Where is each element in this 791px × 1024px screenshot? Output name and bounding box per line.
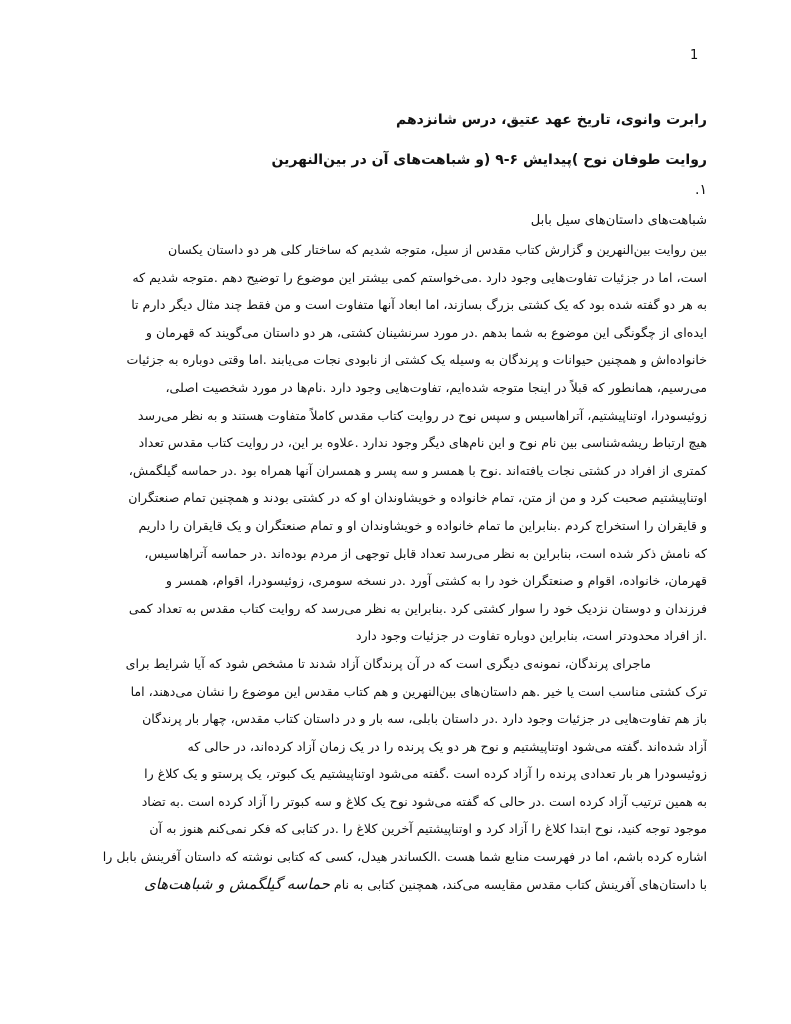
document-body [95, 236, 707, 898]
section-heading: شباهت‌های داستان‌های سیل بابل [530, 213, 707, 228]
text-line: زوئیسودرا هر بار تعدادی پرنده را آزاد کرده است .گفته می‌شود اوتناپیشتیم یک کبوتر، یک پرستو و یک کلاغ را [144, 766, 707, 782]
text-line: قهرمان، خانواده، اقوام و صنعتگران خود را به کشتی آورد .در نسخه سومری، زوئیسودرا، اقوام، همسر و [165, 573, 707, 589]
text-line: ترک کشتی مناسب است یا خیر .هم داستان‌های بین‌النهرین و هم کتاب مقدس این موضوع را نشان می‌دهند، اما [130, 683, 707, 699]
text-line: خانواده‌اش و همچنین حیوانات و پرندگان به وسیله یک کشتی از نابودی نجات می‌یابند .اما وقتی دوباره به جزئیات [126, 352, 707, 368]
text-line: بین روایت بین‌النهرین و گزارش کتاب مقدس از سیل، متوجه شدیم که ساختار کلی هر دو داستان یکسان [167, 242, 707, 257]
text-line: کمتری از افراد در کشتی نجات یافته‌اند .نوح با همسر و سه پسر و همسران آنها همراه بود .در حماسه گیلگمش، [128, 462, 707, 478]
lecture-title: روایت طوفان نوح )پیدایش ۶-۹ (و شباهت‌های آن در بین‌النهرین [271, 152, 707, 168]
text-line: است، اما در جزئیات تفاوت‌هایی وجود دارد .می‌خواستم کمی بیشتر این موضوع را توضیح دهم .متوجه شدیم که [132, 269, 707, 285]
page-number: 1 [690, 48, 699, 63]
section-number: ۱. [695, 182, 707, 198]
text-line: هیچ ارتباط ریشه‌شناسی بین نام نوح و این نام‌های دیگر وجود ندارد .علاوه بر این، در روایت کتاب مقدس تعداد [138, 435, 707, 451]
text-line: موجود توجه کنید، نوح ابتدا کلاغ را آزاد کرد و اوتناپیشتیم آخرین کلاغ را .در کتابی که فکر نمی‌کنم هنوز به آن [149, 821, 707, 837]
text-line: اشاره کرده باشم، اما در فهرست منابع شما هست .الکساندر هیدل، کسی که کتابی نوشته که داستان آفرینش بابل را [102, 849, 707, 865]
text-line: ایده‌ای از چگونگی این موضوع به شما بدهم .در مورد سرنشینان کشتی، هر دو داستان می‌گویند که قهرمان و [145, 324, 707, 340]
course-title: رابرت وانوی، تاریخ عهد عتیق، درس شانزدهم [396, 112, 707, 128]
text-line: ماجرای پرندگان، نمونه‌ی دیگری است که در آن پرندگان آزاد شدند تا مشخص شود که آیا شرایط برای [125, 655, 651, 671]
text-line: فرزندان و دوستان نزدیک خود را سوار کشتی کرد .بنابراین به نظر می‌رسد که روایت کتاب مقدس به تعداد کمی [128, 600, 707, 616]
text-line [95, 871, 707, 899]
text-line: آزاد شده‌اند .گفته می‌شود اوتناپیشتیم و نوح هر دو یک پرنده را در یک زمان آزاد کرده‌اند، در حالی که [187, 738, 707, 754]
text-line: به همین ترتیب آزاد کرده است .در حالی که گفته می‌شود نوح یک کلاغ و سه کبوتر را آزاد کرده است .به تضاد [141, 793, 707, 809]
text-line: به هر دو گفته شده بود که یک کشتی بزرگ بسازند، اما ابعاد آنها متفاوت است و من فقط چند مثال دیگر دارم تا [131, 297, 707, 313]
paragraph-flood-comparison [95, 236, 707, 650]
text-line: زوئیسودرا، اوتناپیشتیم، آتراهاسیس و سپس نوح در روایت کتاب مقدس کاملاً متفاوت هستند و به نظر می‌رسد [137, 407, 707, 423]
text-line: و قایقران را استخراج کردم .بنابراین ما تمام خانواده و خویشاوندان او و تمام صنعتگران و یک قایقران را داریم [138, 517, 707, 533]
paragraph-birds [95, 650, 707, 898]
book-title: حماسه گیلگمش و شباهت‌های [143, 874, 330, 893]
text-line: .از افراد محدودتر است، بنابراین دوباره تفاوت در جزئیات وجود دارد [355, 628, 707, 644]
text-line: که نامش ذکر شده است، بنابراین به نظر می‌رسد تعداد قابل توجهی از مردم بوده‌اند .در حماسه آتراهاسیس، [144, 545, 707, 561]
text-line: اوتناپیشتیم صحبت کرد و من از متن، تمام خانواده و خویشاوندان او که در کشتی بودند و همچنین تمام صنعتگران [128, 490, 707, 506]
text-line: باز هم تفاوت‌هایی در جزئیات وجود دارد .در داستان بابلی، سه بار و در داستان کتاب مقدس، چهار بار پرندگان [142, 711, 707, 727]
text-line: می‌رسیم، همانطور که قبلاً در اینجا متوجه شده‌ایم، تفاوت‌هایی وجود دارد .نام‌ها در مورد شخصیت اصلی، [165, 379, 707, 395]
text-line-prefix: با داستان‌های آفرینش کتاب مقدس مقایسه می‌کند، همچنین کتابی به نام [333, 876, 707, 892]
